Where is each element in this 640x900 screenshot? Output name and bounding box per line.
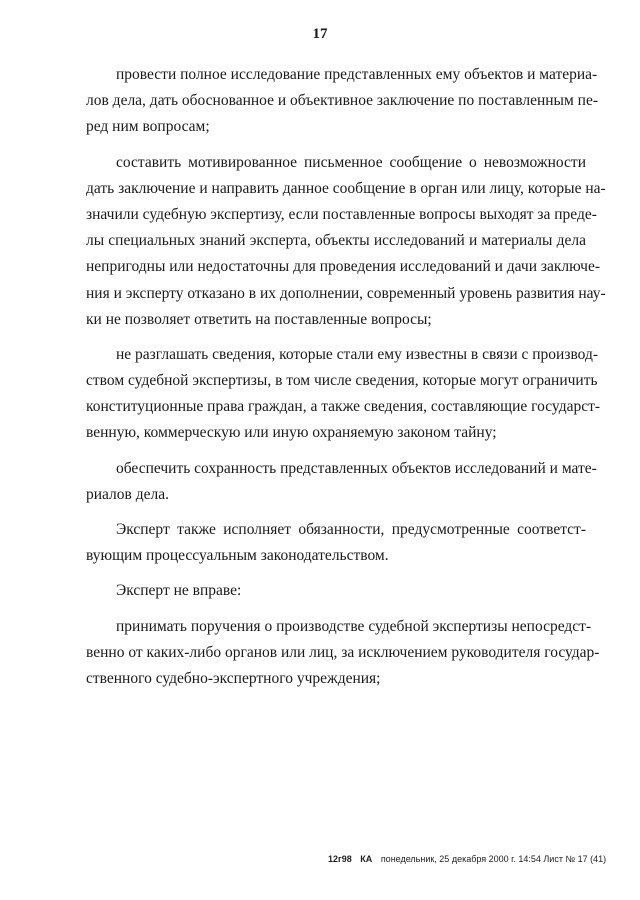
text-line: ки не позволяет ответить на поставленные вопросы; [86, 310, 432, 328]
footer-sheet-number: Лист № 17 (41) [543, 854, 607, 864]
text-line: ред ним вопросам; [86, 118, 210, 136]
text-line: венно от каких-либо органов или лиц, за исключением руководителя государ- [86, 643, 600, 661]
document-body [86, 62, 606, 701]
text-line: составить мотивированное письменное сообщение о невозможности [116, 153, 586, 171]
text-line: провести полное исследование представленных ему объектов и материа- [116, 66, 598, 83]
text-line: конституционные права граждан, а также сведения, составляющие государст- [86, 398, 601, 416]
paragraph-accept-orders [86, 614, 600, 693]
text-line: Эксперт также исполняет обязанности, предусмотренные соответст- [116, 521, 586, 538]
text-line: дать заключение и направить данное сообщение в орган или лицу, которые на- [86, 179, 606, 197]
paragraph-conduct-research [86, 62, 598, 141]
paragraph-procedural-duties [86, 517, 586, 569]
text-line: значили судебную экспертизу, если поставленные вопросы выходят за преде- [86, 205, 597, 223]
page-number: 17 [312, 26, 328, 42]
footer-initials: КА [360, 854, 373, 864]
paragraph-expert-not-entitled [86, 578, 586, 604]
text-line: лов дела, дать обоснованное и объективное заключение по поставленным пе- [86, 92, 598, 110]
text-line: риалов дела. [86, 485, 169, 503]
text-line: принимать поручения о производстве судебной экспертизы непосредст- [116, 617, 592, 635]
text-line: ственного судебно-экспертного учреждения; [86, 669, 381, 687]
page-footer [328, 854, 606, 864]
text-line: Эксперт не вправе: [116, 582, 242, 600]
footer-document-code: 12г98 [328, 854, 352, 864]
text-line: обеспечить сохранность представленных объектов исследований и мате- [116, 459, 597, 477]
footer-datetime: понедельник, 25 декабря 2000 г. 14:54 [380, 854, 541, 864]
text-line: не разглашать сведения, которые стали ему известны в связи с производ- [116, 345, 599, 363]
paragraph-impossibility-notice [86, 150, 606, 333]
text-line: непригодны или недостаточны для проведения исследований и дачи заключе- [86, 258, 600, 276]
text-line: вующим процессуальным законодательством. [86, 547, 389, 565]
paragraph-preservation [86, 456, 597, 508]
text-line: венную, коммерческую или иную охраняемую законом тайну; [86, 424, 497, 442]
text-line: ством судебной экспертизы, в том числе сведения, которые могут ограничить [86, 372, 598, 390]
text-line: ния и эксперту отказано в их дополнении, современный уровень развития нау- [86, 284, 606, 302]
text-line: лы специальных знаний эксперта, объекты исследований и материалы дела [86, 232, 586, 250]
paragraph-non-disclosure [86, 342, 601, 447]
